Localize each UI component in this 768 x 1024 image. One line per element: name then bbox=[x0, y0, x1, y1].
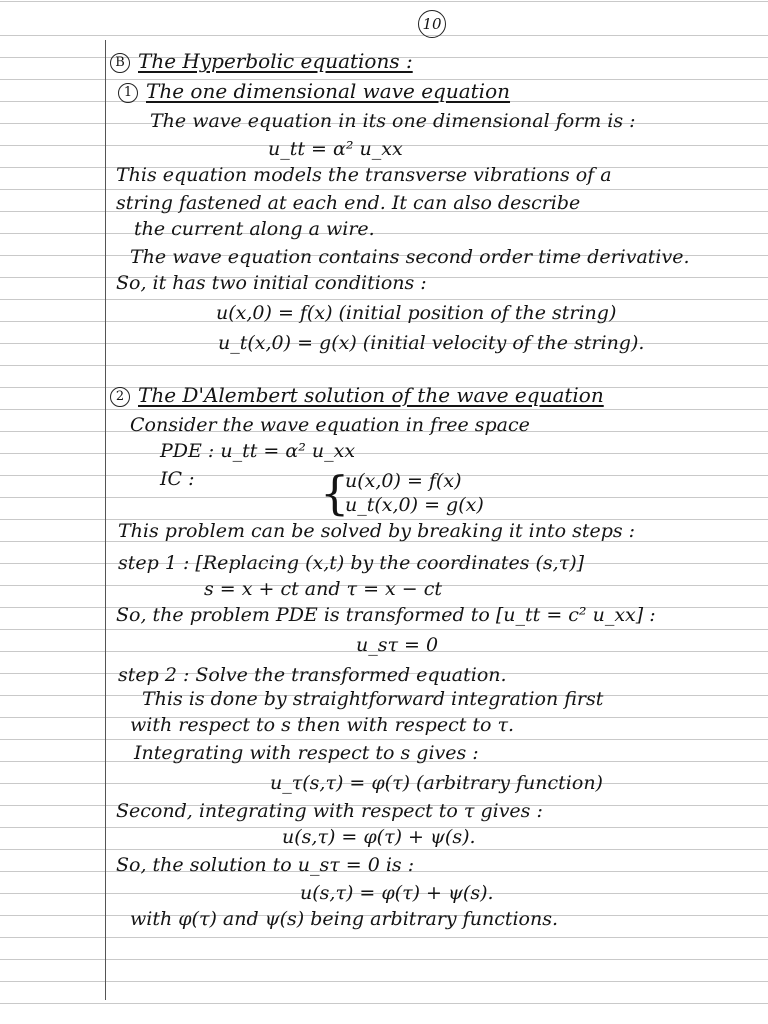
text-line: So, the problem PDE is transformed to [u_tt = c² u_xx] : bbox=[116, 604, 656, 626]
section-title: The Hyperbolic equations : bbox=[138, 49, 413, 73]
section-marker: B bbox=[110, 53, 130, 73]
text-line: Integrating with respect to s gives : bbox=[134, 742, 479, 764]
step-line: step 2 : Solve the transformed equation. bbox=[118, 664, 507, 686]
equation-line: u(x,0) = f(x) bbox=[345, 470, 462, 492]
text-line: This equation models the transverse vibrations of a bbox=[116, 164, 612, 186]
text-line: Second, integrating with respect to τ gives : bbox=[116, 800, 543, 822]
step-line: step 1 : [Replacing (x,t) by the coordinates (s,τ)] bbox=[118, 552, 585, 574]
equation-line: s = x + ct and τ = x − ct bbox=[204, 578, 443, 600]
subsection-1-marker: 1 bbox=[118, 83, 138, 103]
text-line: The wave equation in its one dimensional form is : bbox=[150, 110, 636, 132]
equation-line: u_t(x,0) = g(x) bbox=[345, 494, 484, 516]
text-line: This problem can be solved by breaking it into steps : bbox=[118, 520, 636, 542]
brace-glyph: { bbox=[320, 466, 350, 520]
subsection-1-heading bbox=[118, 80, 510, 103]
text-line: Consider the wave equation in free space bbox=[130, 414, 530, 436]
page-number: 10 bbox=[418, 10, 446, 38]
subsection-1-title: The one dimensional wave equation bbox=[146, 79, 511, 103]
text-line: with respect to s then with respect to τ. bbox=[130, 714, 515, 736]
equation-line: PDE : u_tt = α² u_xx bbox=[160, 440, 356, 462]
equation-line: u_τ(s,τ) = φ(τ) (arbitrary function) bbox=[270, 772, 603, 794]
text-line: string fastened at each end. It can also describe bbox=[116, 192, 581, 214]
text-line: So, it has two initial conditions : bbox=[116, 272, 427, 294]
margin-rule bbox=[105, 40, 106, 1000]
equation-line: u_tt = α² u_xx bbox=[268, 138, 403, 160]
subsection-2-marker: 2 bbox=[110, 387, 130, 407]
equation-line: u_t(x,0) = g(x) (initial velocity of the string). bbox=[218, 332, 645, 354]
text-line: the current along a wire. bbox=[134, 218, 375, 240]
subsection-2-heading bbox=[110, 384, 604, 407]
text-line: This is done by straightforward integration first bbox=[142, 688, 604, 710]
equation-line: u(s,τ) = φ(τ) + ψ(s). bbox=[282, 826, 476, 848]
equation-line: u_sτ = 0 bbox=[356, 634, 439, 656]
text-line: with φ(τ) and ψ(s) being arbitrary functions. bbox=[130, 908, 559, 930]
text-line: IC : bbox=[160, 468, 195, 490]
text-line: So, the solution to u_sτ = 0 is : bbox=[116, 854, 415, 876]
equation-line: u(x,0) = f(x) (initial position of the string) bbox=[216, 302, 617, 324]
text-line: The wave equation contains second order time derivative. bbox=[130, 246, 690, 268]
section-heading bbox=[110, 50, 413, 73]
equation-line: u(s,τ) = φ(τ) + ψ(s). bbox=[300, 882, 494, 904]
subsection-2-title: The D'Alembert solution of the wave equation bbox=[138, 383, 604, 407]
